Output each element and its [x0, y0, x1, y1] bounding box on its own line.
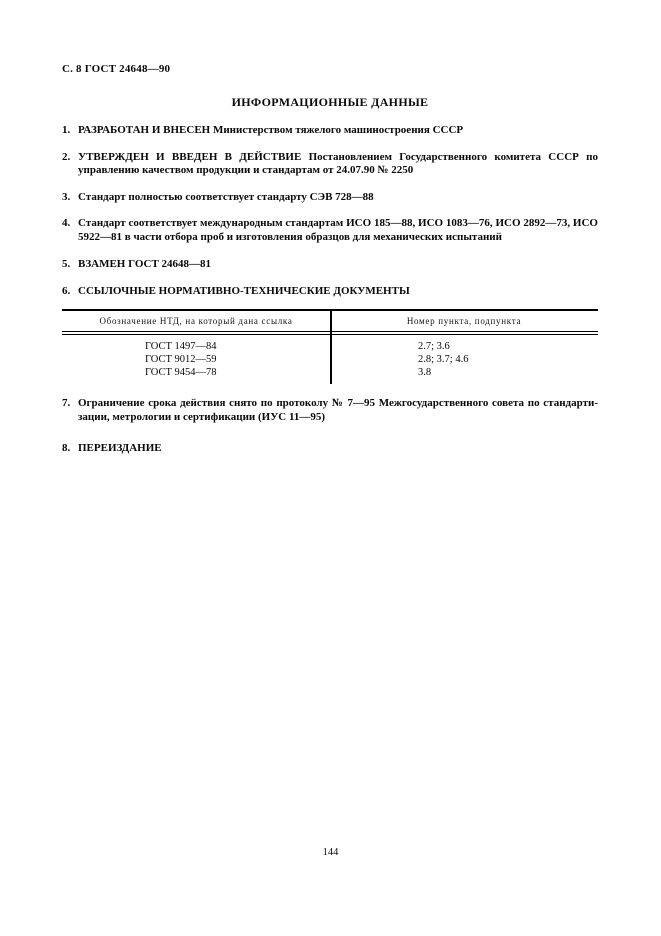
item-text: ВЗАМЕН ГОСТ 24648—81 — [78, 258, 212, 270]
item-number: 5. — [62, 258, 71, 270]
ntd-cell: ГОСТ 9012—59 — [145, 354, 217, 365]
clause-cell: 3.8 — [418, 367, 432, 378]
numbered-item-8 — [62, 442, 598, 456]
table-col2-header: Номер пункта, подпункта — [406, 316, 522, 326]
numbered-item-6 — [62, 285, 598, 299]
page-content — [62, 62, 598, 456]
item-text: РАЗРАБОТАН И ВНЕСЕН Министерством тяжелого машиностроения СССР — [78, 124, 464, 136]
item-number: 7. — [62, 397, 71, 409]
item-text: Стандарт соответствует международным стандартам ИСО 185—88, ИСО 1083—76, ИСО 2892—73, ИСО 5922—81 в части отбора проб и изготовления образцов для механических испытаний — [78, 217, 598, 243]
section-title: ИНФОРМАЦИОННЫЕ ДАННЫЕ — [231, 95, 429, 109]
item-number: 2. — [62, 150, 71, 163]
item-number: 6. — [62, 284, 71, 297]
item-text: ССЫЛОЧНЫЕ НОРМАТИВНО-ТЕХНИЧЕСКИЕ ДОКУМЕНТЫ — [78, 284, 410, 297]
ntd-cell: ГОСТ 1497—84 — [145, 341, 217, 352]
clause-cell: 2.8; 3.7; 4.6 — [418, 354, 469, 365]
numbered-item-2 — [62, 151, 598, 178]
clause-cell: 2.7; 3.6 — [418, 341, 450, 352]
item-number: 8. — [62, 442, 71, 454]
page-number: 144 — [322, 847, 339, 858]
table-col1-header: Обозначение НТД, на который дана ссылка — [99, 316, 293, 326]
item-text: Ограничение срока действия снято по протоколу № 7—95 Межгосударственного совета по стандартизации, метрологии и сертификации (ИУС 11—95) — [78, 397, 598, 423]
item-number: 4. — [62, 217, 71, 229]
page-header: С. 8 ГОСТ 24648—90 — [62, 63, 171, 75]
numbered-item-3 — [62, 191, 598, 205]
item-number: 3. — [62, 190, 71, 203]
numbered-item-4 — [62, 217, 598, 244]
references-table — [62, 309, 598, 384]
numbered-item-1 — [62, 124, 598, 138]
numbered-item-7 — [62, 397, 598, 424]
item-number: 1. — [62, 124, 71, 136]
item-text: УТВЕРЖДЕН И ВВЕДЕН В ДЕЙСТВИЕ Постановлением Государственного комитета СССР по управлению качеством продукции и стандартам от 24.07.90 № 2250 — [78, 150, 598, 176]
numbered-item-5 — [62, 258, 598, 272]
item-text: ПЕРЕИЗДАНИЕ — [78, 442, 162, 454]
table-column-divider — [330, 311, 332, 384]
item-text: Стандарт полностью соответствует стандарту СЭВ 728—88 — [78, 190, 374, 203]
ntd-cell: ГОСТ 9454—78 — [145, 367, 217, 378]
